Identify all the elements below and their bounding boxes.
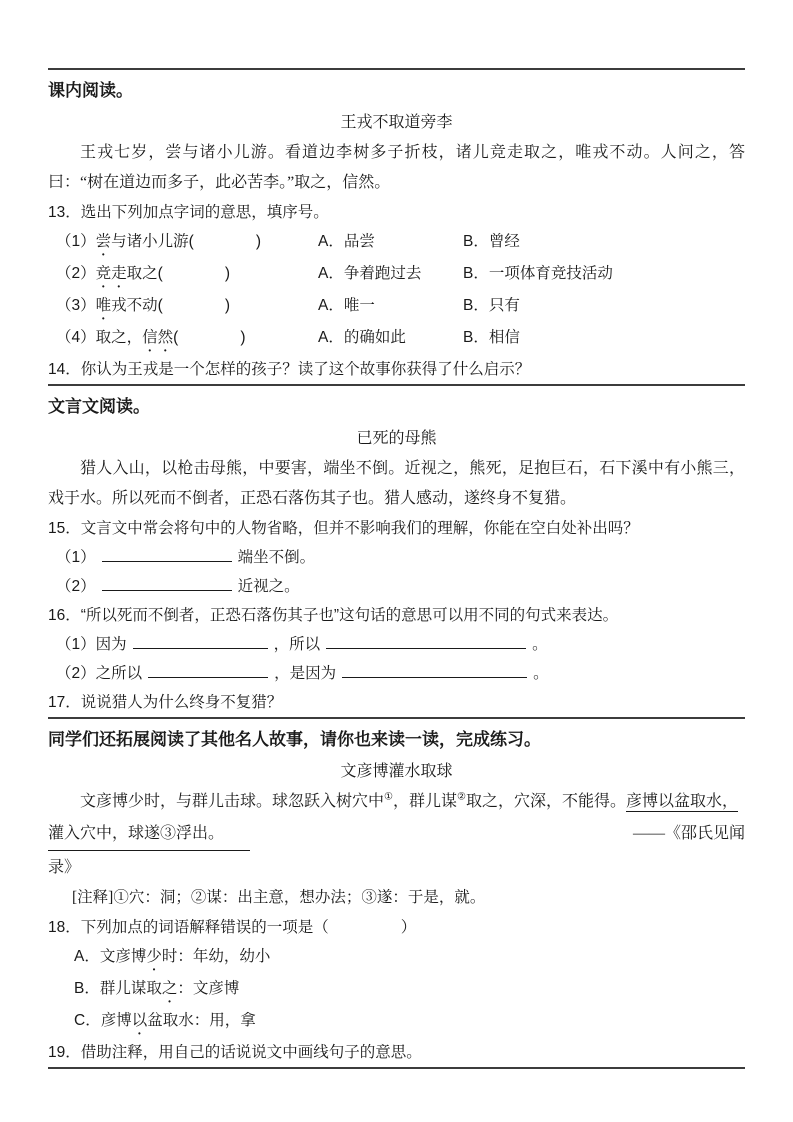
section-classical-reading <box>48 396 745 717</box>
q15-item-2: （2） 近视之。 <box>48 572 745 601</box>
q13-item-3-option-a: A．唯一 <box>318 297 375 314</box>
q14-text: 14．你认为王戎是一个怎样的孩子？读了这个故事你获得了什么启示？ <box>48 361 531 378</box>
passage3-line3: 录》 <box>48 859 81 876</box>
footnote-ref-1: ① <box>384 791 393 803</box>
passage2-text: 猎人入山，以枪击母熊，中要害，端坐不倒。近视之，熊死，足抱巨石，石下溪中有小熊三，戏于水。所以死而不倒者，正恐石落伤其子也。猎人感动，遂终身不复猎。 <box>48 460 745 507</box>
q13-item-4 <box>48 323 745 355</box>
divider-1 <box>48 384 745 386</box>
passage2-title: 已死的母熊 <box>356 430 437 447</box>
q13-item-4-option-a: A．的确如此 <box>318 329 406 346</box>
dotted-word: 以 <box>131 1012 148 1029</box>
divider-bottom <box>48 1067 745 1069</box>
dotted-word: 少 <box>146 948 162 965</box>
q13-item-1-option-a: A．品尝 <box>318 233 375 250</box>
q13-item-4-left: （4）取之，信然( ) <box>56 329 246 346</box>
q16-item-1: （1）因为 ，所以 。 <box>48 630 745 659</box>
source-attribution: ——《邵氏见闻 <box>632 825 745 842</box>
q13-item-1-option-b: B．曾经 <box>463 233 520 250</box>
q15-item-1: （1） 端坐不倒。 <box>48 543 745 572</box>
divider-top <box>48 68 745 70</box>
dotted-word: 尝 <box>95 233 112 250</box>
q13-item-3-option-b: B．只有 <box>463 297 520 314</box>
passage3-line1: 文彦博少时，与群儿击球。球忽跃入树穴中①，群儿谋②取之，穴深，不能得。彦博以盆取水， <box>80 791 738 810</box>
passage3-line2 <box>48 819 745 851</box>
q13-item-2 <box>48 259 745 291</box>
q13-item-1 <box>48 227 745 259</box>
q13-item-2-option-b: B．一项体育竞技活动 <box>463 265 613 282</box>
footnotes-text: [注释]①穴：洞；②谋：出主意，想办法；③遂：于是，就。 <box>72 889 486 906</box>
underlined-sentence-part1: 彦博以盆取水， <box>625 793 738 810</box>
dotted-word: 竞走 <box>95 265 127 282</box>
dotted-word: 之 <box>161 980 178 997</box>
q13-stem: 13．选出下列加点字词的意思，填序号。 <box>48 204 329 221</box>
q13-item-3-left: （3）唯戎不动( ) <box>56 297 230 314</box>
q15-stem: 15．文言文中常会将句中的人物省略，但并不影响我们的理解，你能在空白处补出吗？ <box>48 520 639 537</box>
answer-blank <box>102 545 232 562</box>
passage3-title: 文彦博灌水取球 <box>340 763 453 780</box>
answer-blank <box>342 661 527 678</box>
section-extended-reading <box>48 729 745 1067</box>
dotted-word: 信然 <box>142 329 174 346</box>
section-in-class-reading <box>48 80 745 384</box>
section3-heading: 同学们还拓展阅读了其他名人故事，请你也来读一读，完成练习。 <box>48 730 541 749</box>
q17-text: 17．说说猎人为什么终身不复猎？ <box>48 694 283 711</box>
answer-blank <box>133 632 268 649</box>
section2-heading: 文言文阅读。 <box>48 397 150 416</box>
q13-item-1-left: （1）尝与诸小儿游( ) <box>56 233 261 250</box>
answer-blank <box>148 661 268 678</box>
q13-item-3 <box>48 291 745 323</box>
q19-text: 19．借助注释，用自己的话说说文中画线句子的意思。 <box>48 1044 422 1061</box>
section1-heading: 课内阅读。 <box>48 81 133 100</box>
q18-stem: 18．下列加点的词语解释错误的一项是（ ） <box>48 919 417 936</box>
q18-option-a: A．文彦博少时：年幼，幼小 <box>74 948 271 965</box>
q18-option-c: C．彦博以盆取水：用，拿 <box>74 1012 256 1029</box>
underlined-sentence-part2: 灌入穴中，球遂③浮出。 <box>48 819 250 851</box>
answer-blank <box>326 632 526 649</box>
passage1-title: 王戎不取道旁李 <box>340 114 453 131</box>
q13-item-2-left: （2）竞走取之( ) <box>56 265 230 282</box>
answer-blank <box>102 574 232 591</box>
q16-item-2: （2）之所以 ，是因为 。 <box>48 659 745 688</box>
q13-item-2-option-a: A．争着跑过去 <box>318 265 422 282</box>
q16-stem: 16．“所以死而不倒者，正恐石落伤其子也”这句话的意思可以用不同的句式来表达。 <box>48 607 619 624</box>
q13-item-4-option-b: B．相信 <box>463 329 520 346</box>
dotted-word: 唯 <box>95 297 112 314</box>
footnote-ref-2: ② <box>457 791 466 803</box>
divider-2 <box>48 717 745 719</box>
q18-option-b: B．群儿谋取之：文彦博 <box>74 980 240 997</box>
passage1-text: 王戎七岁，尝与诸小儿游。看道边李树多子折枝，诸儿竞走取之，唯戎不动。人问之，答曰：“树在道边而多子，此必苦李。”取之，信然。 <box>48 144 745 191</box>
